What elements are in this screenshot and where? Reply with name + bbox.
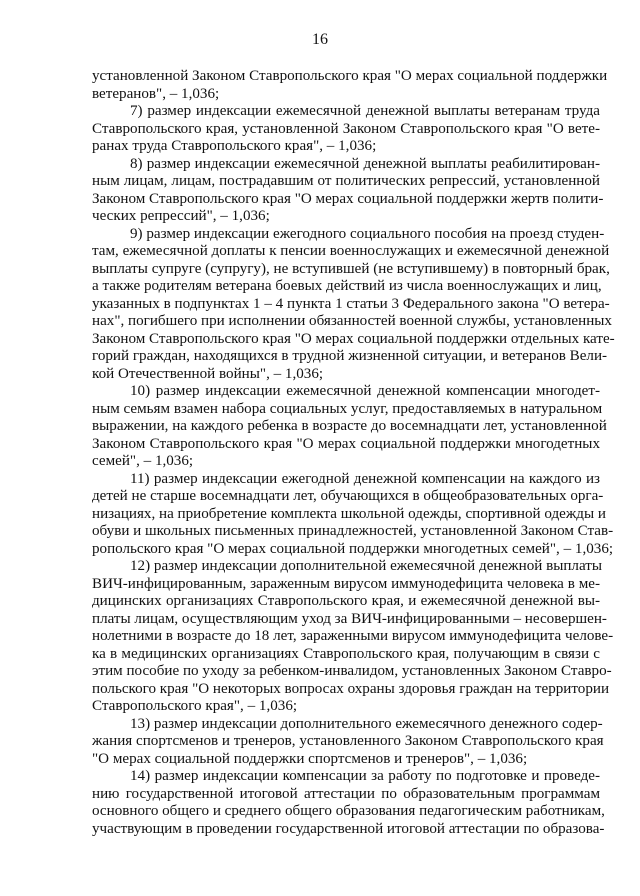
text-line: платы лицам, осуществляющим уход за ВИЧ-инфицированными – несовершен-	[92, 610, 607, 627]
text-line: дицинских организациях Ставропольского края, и ежемесячной денежной вы-	[92, 593, 600, 609]
text-line: 10) размер индексации ежемесячной денежной компенсации многодет-	[130, 383, 600, 399]
text-line: выплаты супруге (супругу), не вступившей (не вступившему) в повторный брак,	[92, 260, 610, 277]
document-body	[92, 68, 615, 838]
paragraph-p7	[92, 103, 600, 156]
text-line: указанных в подпунктах 1 – 4 пункта 1 статьи 3 Федерального закона "О ветера-	[92, 295, 610, 312]
text-line: 12) размер индексации дополнительной ежемесячной денежной выплаты	[130, 558, 603, 574]
text-line: основного общего и среднего общего образования педагогическим работникам,	[92, 803, 605, 819]
text-line: ческих репрессий", – 1,036;	[92, 208, 270, 224]
text-line: нолетними в возрасте до 18 лет, зараженными вирусом иммунодефицита челове-	[92, 628, 614, 644]
text-line: детей не старше восемнадцати лет, обучающихся в общеобразовательных орга-	[92, 488, 604, 504]
text-line: "О мерах социальной поддержки спортсменов и тренеров", – 1,036;	[92, 750, 528, 767]
text-line: Законом Ставропольского края "О мерах социальной поддержки многодетных	[92, 435, 600, 452]
text-line: 7) размер индексации ежемесячной денежной выплаты ветеранам труда	[130, 103, 600, 119]
text-line: 8) размер индексации ежемесячной денежной выплаты реабилитирован-	[130, 155, 600, 172]
text-line: нию государственной итоговой аттестации по образовательным программам	[92, 785, 600, 802]
paragraph-p13	[92, 715, 604, 769]
text-line: там, ежемесячной доплаты к пенсии военнослужащих и ежемесячной денежной	[92, 243, 610, 259]
text-line: польского края "О некоторых вопросах охраны здоровья граждан на территории	[92, 680, 610, 697]
text-line: жания спортсменов и тренеров, установленного Законом Ставропольского края	[92, 733, 604, 749]
text-line: горий граждан, находящихся в трудной жизненной ситуации, и ветеранов Вели-	[92, 348, 608, 364]
text-line: обуви и школьных письменных принадлежностей, установленной Законом Став-	[92, 523, 614, 539]
page-number: 16	[312, 31, 328, 48]
text-line: нах", погибшего при исполнении обязанностей военной службы, установленных	[92, 313, 612, 329]
paragraph-p9	[92, 225, 615, 384]
text-line: семей", – 1,036;	[92, 453, 194, 469]
text-line: ропольского края "О мерах социальной поддержки многодетных семей", – 1,036;	[92, 540, 614, 557]
text-line: Ставропольского края, установленной Законом Ставропольского края "О вете-	[92, 120, 600, 137]
text-line: 13) размер индексации дополнительного ежемесячного денежного содер-	[130, 715, 603, 732]
paragraph-p12	[92, 558, 614, 716]
text-line: 11) размер индексации ежегодной денежной компенсации на каждого из	[130, 470, 600, 487]
paragraph-p10	[92, 383, 607, 471]
text-line: ка в медицинских организациях Ставропольского края, получающим в связи с	[92, 645, 600, 662]
paragraph-p11	[92, 470, 614, 559]
text-line: выражении, на каждого ребенка в возрасте до восемнадцати лет, установленной	[92, 418, 607, 434]
text-line: Ставропольского края", – 1,036;	[92, 698, 298, 714]
text-line: 9) размер индексации ежегодного социального пособия на проезд студен-	[130, 225, 605, 242]
text-line: ВИЧ-инфицированным, зараженным вирусом иммунодефицита человека в ме-	[92, 575, 600, 592]
text-line: ветеранов", – 1,036;	[92, 85, 220, 102]
text-line: участвующим в проведении государственной итоговой аттестации по образова-	[92, 820, 605, 837]
text-line: ранах труда Ставропольского края", – 1,036;	[92, 138, 377, 154]
text-line: ным семьям взамен набора социальных услуг, предоставляемых в натуральном	[92, 400, 603, 417]
text-line: кой Отечественной войны", – 1,036;	[92, 365, 324, 382]
text-line: низациях, на приобретение комплекта школьной одежды, спортивной одежды и	[92, 505, 606, 522]
text-line: этим пособие по уходу за ребенком-инвалидом, установленных Законом Ставро-	[92, 663, 612, 679]
paragraph-p14	[92, 768, 605, 838]
text-line: а также родителям ветерана боевых действий из числа военнослужащих и лиц,	[92, 278, 602, 294]
text-line: установленной Законом Ставропольского края "О мерах социальной поддержки	[92, 68, 608, 84]
text-line: Законом Ставропольского края "О мерах социальной поддержки жертв полити-	[92, 190, 604, 207]
paragraph-p8	[92, 155, 604, 226]
paragraph-p6_tail	[92, 68, 608, 103]
text-line: 14) размер индексации компенсации за работу по подготовке и проведе-	[130, 768, 600, 784]
text-line: Законом Ставропольского края "О мерах социальной поддержки отдельных кате-	[92, 330, 615, 347]
text-line: ным лицам, лицам, пострадавшим от политических репрессий, установленной	[92, 173, 600, 189]
